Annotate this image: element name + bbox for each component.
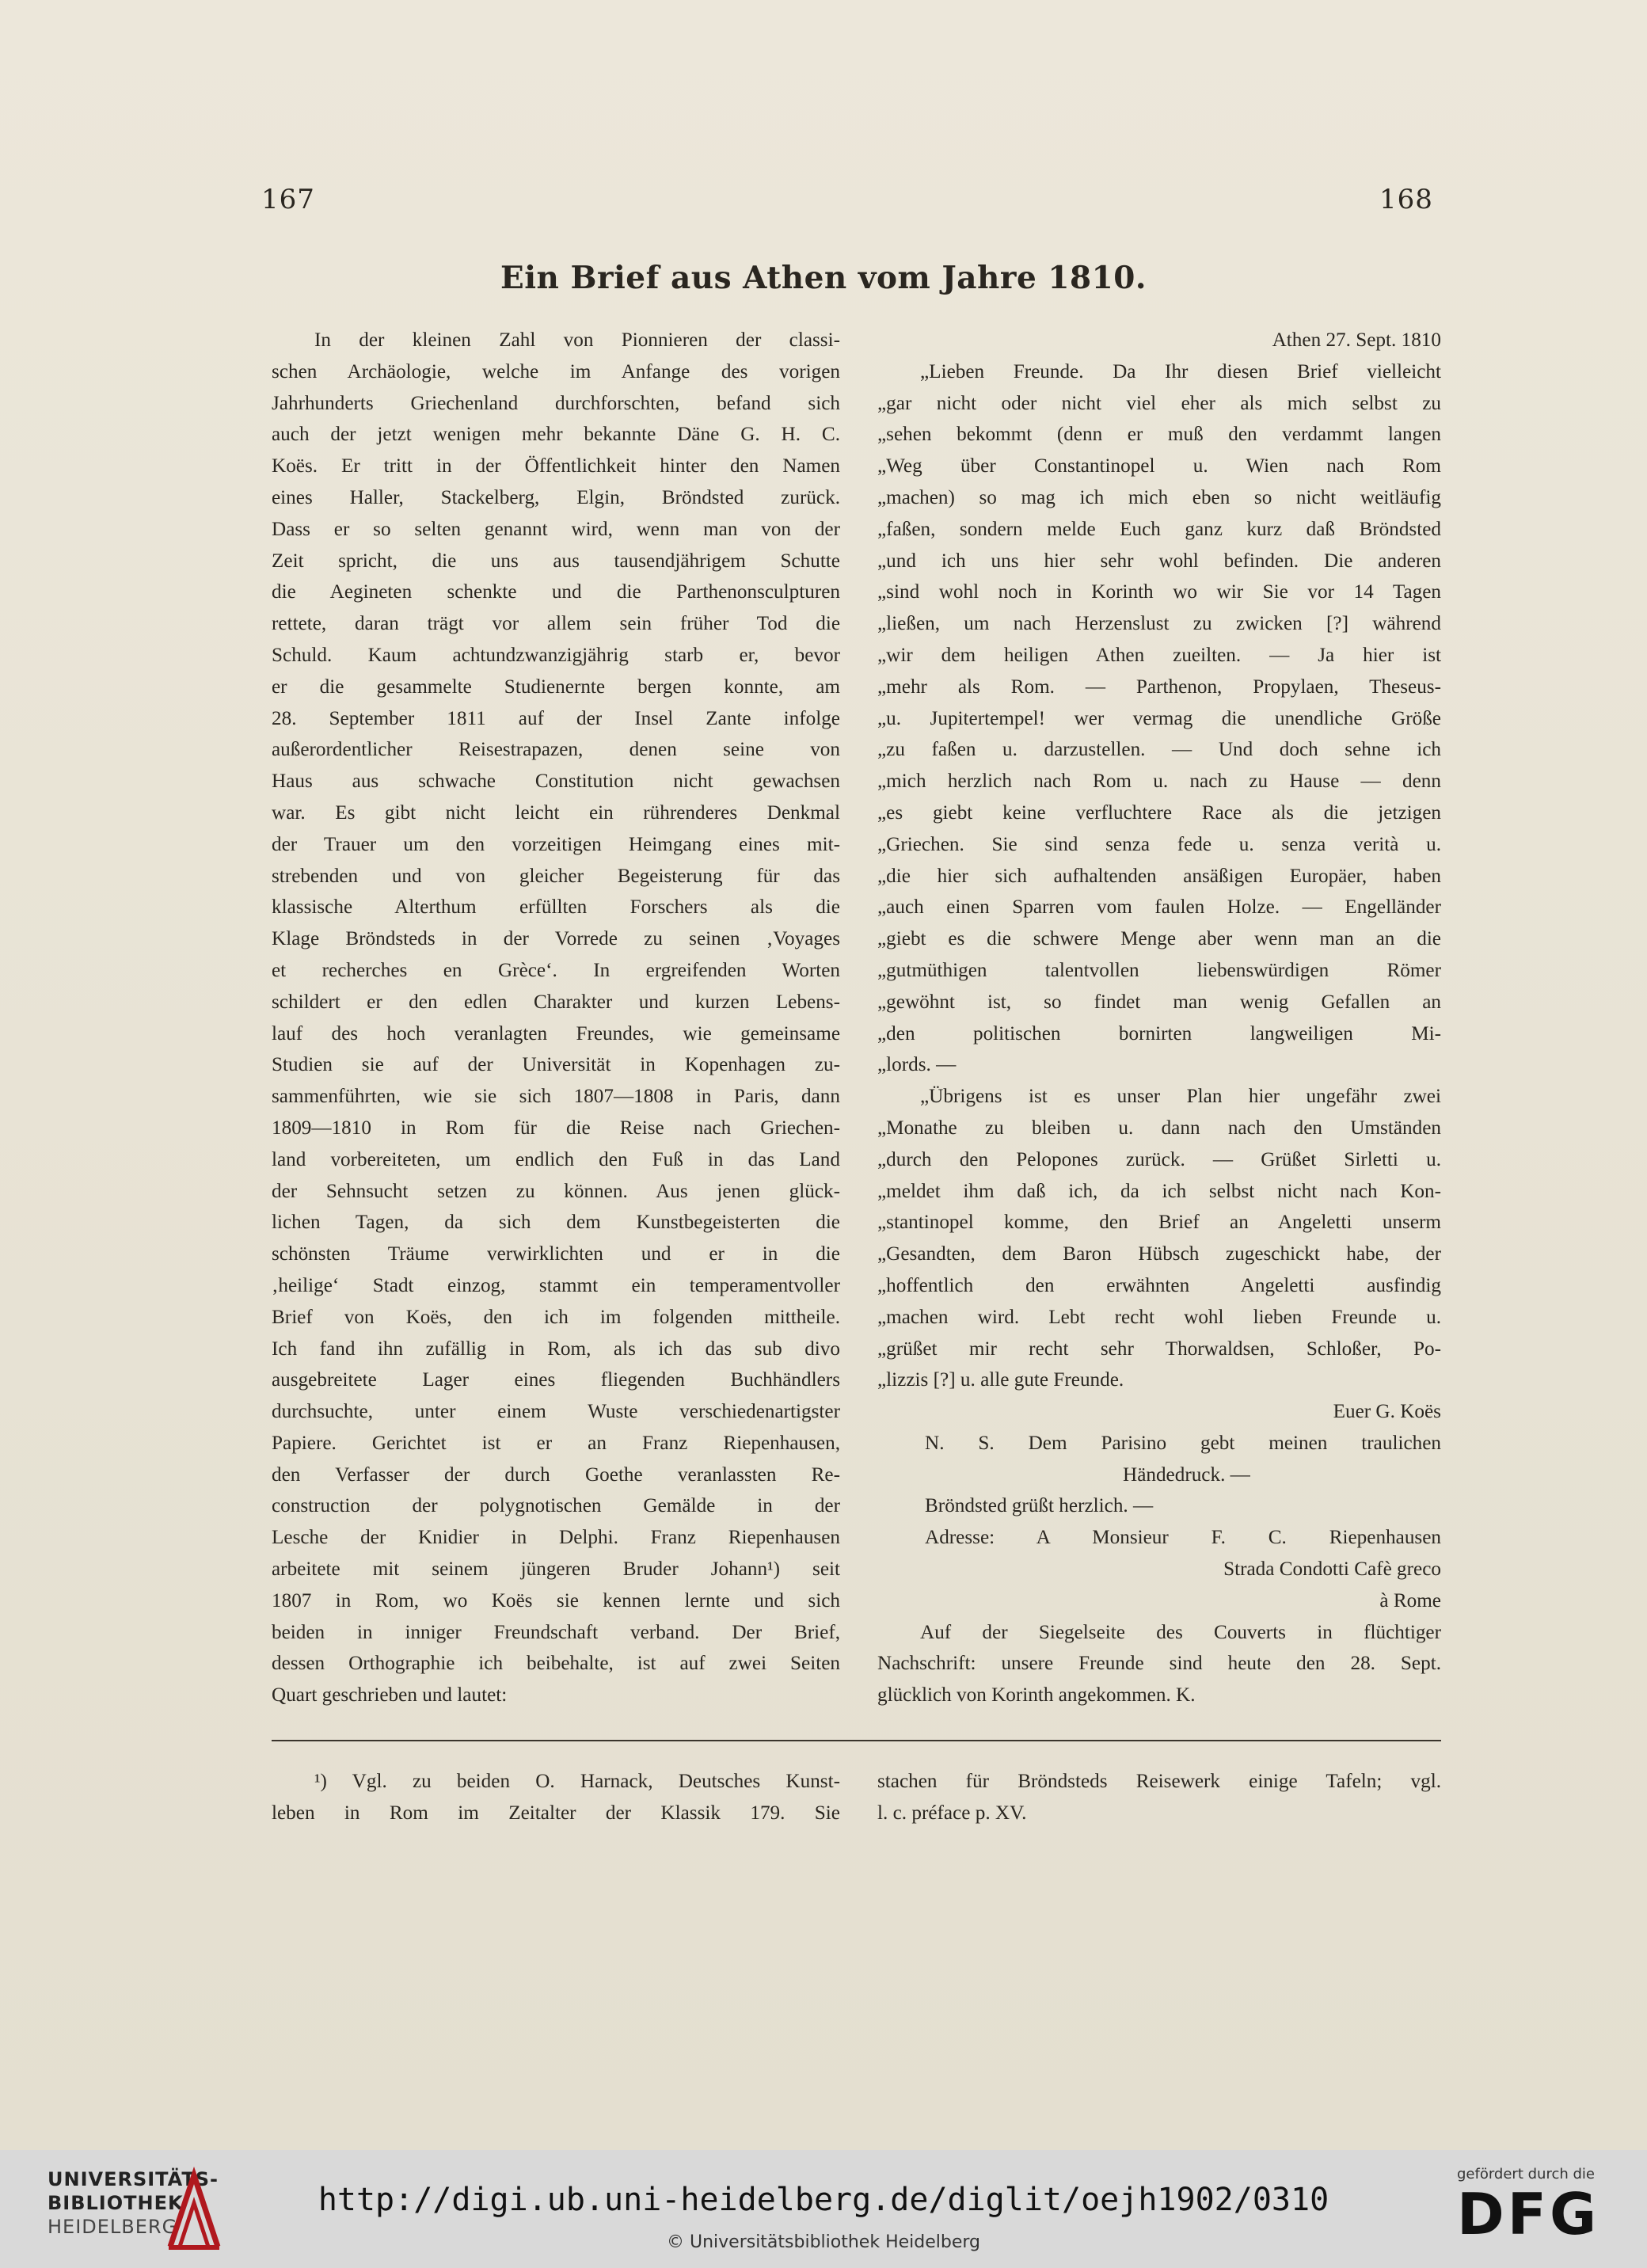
text-line: „Weg über Constantinopel u. Wien nach Rom — [877, 455, 1441, 478]
text-line: construction der polygnotischen Gemälde in der — [272, 1495, 840, 1517]
text-line: „meldet ihm daß ich, da ich selbst nicht nach Kon- — [877, 1180, 1441, 1202]
text-line: „gewöhnt ist, so findet man wenig Gefallen an — [877, 991, 1441, 1013]
text-line: ‚heilige‘ Stadt einzog, stammt ein temperamentvoller — [272, 1274, 840, 1296]
text-line: Bröndsted grüßt herzlich. — — [925, 1495, 1154, 1517]
text-line: In der kleinen Zahl von Pionnieren der classi- — [314, 329, 840, 351]
text-line: arbeitete mit seinem jüngeren Bruder Johann¹) seit — [272, 1558, 840, 1581]
text-line: der Trauer um den vorzeitigen Heimgang eines mit- — [272, 833, 840, 855]
text-line: „gar nicht oder nicht viel eher als mich selbst zu — [877, 392, 1441, 414]
library-name-line2: BIBLIOTHEK — [48, 2192, 184, 2214]
text-line: dessen Orthographie ich beibehalte, ist auf zwei Seiten — [272, 1653, 840, 1675]
text-line: ¹) Vgl. zu beiden O. Harnack, Deutsches Kunst- — [314, 1771, 840, 1792]
text-line: Schuld. Kaum achtundzwanzigjährig starb er, bevor — [272, 644, 840, 666]
text-line: rettete, daran trägt vor allem sein früher Tod die — [272, 613, 840, 635]
text-line: sammenführten, wie sie sich 1807—1808 in Paris, dann — [272, 1086, 840, 1108]
text-line: ausgebreitete Lager eines fliegenden Buchhändlers — [272, 1369, 840, 1391]
text-line: Auf der Siegelseite des Couverts in flüchtiger — [920, 1621, 1441, 1643]
text-line: durchsuchte, unter einem Wuste verschiedenartigster — [272, 1401, 840, 1423]
left-column — [272, 325, 840, 1711]
text-line: „die hier sich aufhaltenden ansäßigen Europäer, haben — [877, 865, 1441, 887]
text-line: Klage Bröndsteds in der Vorrede zu seinen ‚Voyages — [272, 928, 840, 950]
right-column — [877, 325, 1441, 1711]
text-line: „machen wird. Lebt recht wohl lieben Freunde u. — [877, 1306, 1441, 1328]
text-line: Studien sie auf der Universität in Kopenhagen zu- — [272, 1054, 840, 1076]
text-line: Haus aus schwache Constitution nicht gewachsen — [272, 771, 840, 793]
dfg-logo[interactable] — [1457, 2166, 1599, 2246]
text-line: außerordentlicher Reisestrapazen, denen seine von — [272, 739, 840, 761]
text-line: „zu faßen u. darzustellen. — Und doch sehne ich — [877, 739, 1441, 761]
text-line: lichen Tagen, da sich dem Kunstbegeisterten die — [272, 1212, 840, 1234]
text-line: „sind wohl noch in Korinth wo wir Sie vor 14 Tagen — [877, 581, 1441, 603]
text-line: Dass er so selten genannt wird, wenn man von der — [272, 518, 840, 540]
copyright-notice: © Universitätsbibliothek Heidelberg — [666, 2232, 980, 2252]
text-line: Athen 27. Sept. 1810 — [1272, 329, 1441, 351]
text-line: „Lieben Freunde. Da Ihr diesen Brief vielleicht — [920, 360, 1441, 382]
funded-by-text: gefördert durch die — [1457, 2166, 1595, 2182]
text-line: „den politischen bornirten langweiligen Mi- — [877, 1022, 1441, 1045]
text-line: Lesche der Knidier in Delphi. Franz Riepenhausen — [272, 1527, 840, 1549]
text-line: glücklich von Korinth angekommen. K. — [877, 1684, 1196, 1707]
text-line: „gutmüthigen talentvollen liebenswürdigen Römer — [877, 959, 1441, 981]
text-line: leben in Rom im Zeitalter der Klassik 179. Sie — [272, 1802, 840, 1824]
text-line: stachen für Bröndsteds Reisewerk einige Tafeln; vgl. — [877, 1771, 1441, 1792]
text-line: et recherches en Grèce‘. In ergreifenden Worten — [272, 959, 840, 981]
permalink-url[interactable]: http://digi.ub.uni-heidelberg.de/diglit/oejh1902/0310 — [318, 2182, 1329, 2218]
article-title: Ein Brief aus Athen vom Jahre 1810. — [500, 260, 1147, 296]
text-line: „wir dem heiligen Athen zueilten. — Ja hier ist — [877, 644, 1441, 666]
footnote-left — [272, 1766, 840, 1829]
text-line: schildert er den edlen Charakter und kurzen Lebens- — [272, 991, 840, 1013]
text-line: „Gesandten, dem Baron Hübsch zugeschickt habe, der — [877, 1243, 1441, 1265]
footer-bar — [0, 2150, 1647, 2268]
text-line: Zeit spricht, die uns aus tausendjährigem Schutte — [272, 550, 840, 572]
text-line: schen Archäologie, welche im Anfange des vorigen — [272, 360, 840, 382]
text-line: „lizzis [?] u. alle gute Freunde. — [877, 1369, 1124, 1391]
text-line: war. Es gibt nicht leicht ein rührenderes Denkmal — [272, 801, 840, 824]
text-line: beiden in inniger Freundschaft verband. Der Brief, — [272, 1621, 840, 1643]
text-line: 28. September 1811 auf der Insel Zante infolge — [272, 707, 840, 729]
text-line: „Monathe zu bleiben u. dann nach den Umständen — [877, 1117, 1441, 1139]
text-line: 1809—1810 in Rom für die Reise nach Griechen- — [272, 1117, 840, 1139]
page-number-left: 167 — [261, 184, 315, 215]
text-line: klassische Alterthum erfüllten Forschers als die — [272, 896, 840, 919]
text-line: Papiere. Gerichtet ist er an Franz Riepenhausen, — [272, 1432, 840, 1454]
text-line: Nachschrift: unsere Freunde sind heute den 28. Sept. — [877, 1653, 1441, 1675]
text-line: Ich fand ihn zufällig in Rom, als ich das sub divo — [272, 1338, 840, 1360]
text-line: „durch den Pelopones zurück. — Grüßet Sirletti u. — [877, 1148, 1441, 1170]
text-line: Strada Condotti Cafè greco — [1223, 1558, 1441, 1581]
text-line: schönsten Träume verwirklichten und er in die — [272, 1243, 840, 1265]
text-line: N. S. Dem Parisino gebt meinen traulichen — [925, 1432, 1441, 1454]
text-line: land vorbereiteten, um endlich den Fuß in das Land — [272, 1148, 840, 1170]
text-line: „u. Jupitertempel! wer vermag die unendliche Größe — [877, 707, 1441, 729]
text-line: à Rome — [1379, 1589, 1441, 1612]
library-name-line1: UNIVERSITÄTS- — [48, 2168, 219, 2190]
text-line: „auch einen Sparren vom faulen Holze. — Engelländer — [877, 896, 1441, 919]
text-line: Adresse: A Monsieur F. C. Riepenhausen — [925, 1527, 1441, 1549]
page-number-right: 168 — [1379, 184, 1433, 215]
library-name-line3: HEIDELBERG — [48, 2216, 178, 2238]
text-line: die Aegineten schenkte und die Parthenonsculpturen — [272, 581, 840, 603]
text-line: Brief von Koës, den ich im folgenden mittheile. — [272, 1306, 840, 1328]
text-line: „sehen bekommt (denn er muß den verdammt langen — [877, 424, 1441, 446]
text-line: „und ich uns hier sehr wohl befinden. Die anderen — [877, 550, 1441, 572]
text-line: „es giebt keine verfluchtere Race als die jetzigen — [877, 801, 1441, 824]
text-line: „giebt es die schwere Menge aber wenn man an die — [877, 928, 1441, 950]
text-line: „grüßet mir recht sehr Thorwaldsen, Schloßer, Po- — [877, 1338, 1441, 1360]
text-line: Quart geschrieben und lautet: — [272, 1684, 508, 1707]
text-line: l. c. préface p. XV. — [877, 1802, 1027, 1824]
footnote-right — [877, 1766, 1441, 1829]
text-line: Jahrhunderts Griechenland durchforschten, befand sich — [272, 392, 840, 414]
text-line: „mich herzlich nach Rom u. nach zu Hause — denn — [877, 771, 1441, 793]
text-line: lauf des hoch veranlagten Freundes, wie gemeinsame — [272, 1022, 840, 1045]
text-line: „Griechen. Sie sind senza fede u. senza verità u. — [877, 833, 1441, 855]
text-line: Euer G. Koës — [1333, 1401, 1441, 1423]
text-line: strebenden und von gleicher Begeisterung für das — [272, 865, 840, 887]
text-line: „ließen, um nach Herzenslust zu zwicken [?] während — [877, 613, 1441, 635]
text-line: Händedruck. — — [1123, 1463, 1250, 1486]
dfg-wordmark: DFG — [1457, 2181, 1600, 2247]
text-line: „machen) so mag ich mich eben so nicht weitläufig — [877, 486, 1441, 508]
footnote-divider — [272, 1740, 1441, 1741]
text-line: auch der jetzt wenigen mehr bekannte Däne G. H. C. — [272, 424, 840, 446]
text-line: er die gesammelte Studienernte bergen konnte, am — [272, 675, 840, 698]
text-line: Koës. Er tritt in der Öffentlichkeit hinter den Namen — [272, 455, 840, 478]
text-line: „lords. — — [877, 1054, 957, 1076]
text-line: der Sehnsucht setzen zu können. Aus jenen glück- — [272, 1180, 840, 1202]
text-line: „Übrigens ist es unser Plan hier ungefähr zwei — [920, 1086, 1441, 1108]
text-line: „hoffentlich den erwähnten Angeletti ausfindig — [877, 1274, 1441, 1296]
text-line: eines Haller, Stackelberg, Elgin, Bröndsted zurück. — [272, 486, 840, 508]
text-line: 1807 in Rom, wo Koës sie kennen lernte und sich — [272, 1589, 840, 1612]
text-line: „stantinopel komme, den Brief an Angeletti unserm — [877, 1212, 1441, 1234]
text-line: „faßen, sondern melde Euch ganz kurz daß Bröndsted — [877, 518, 1441, 540]
text-line: „mehr als Rom. — Parthenon, Propylaen, Theseus- — [877, 675, 1441, 698]
text-line: den Verfasser der durch Goethe veranlassten Re- — [272, 1463, 840, 1486]
